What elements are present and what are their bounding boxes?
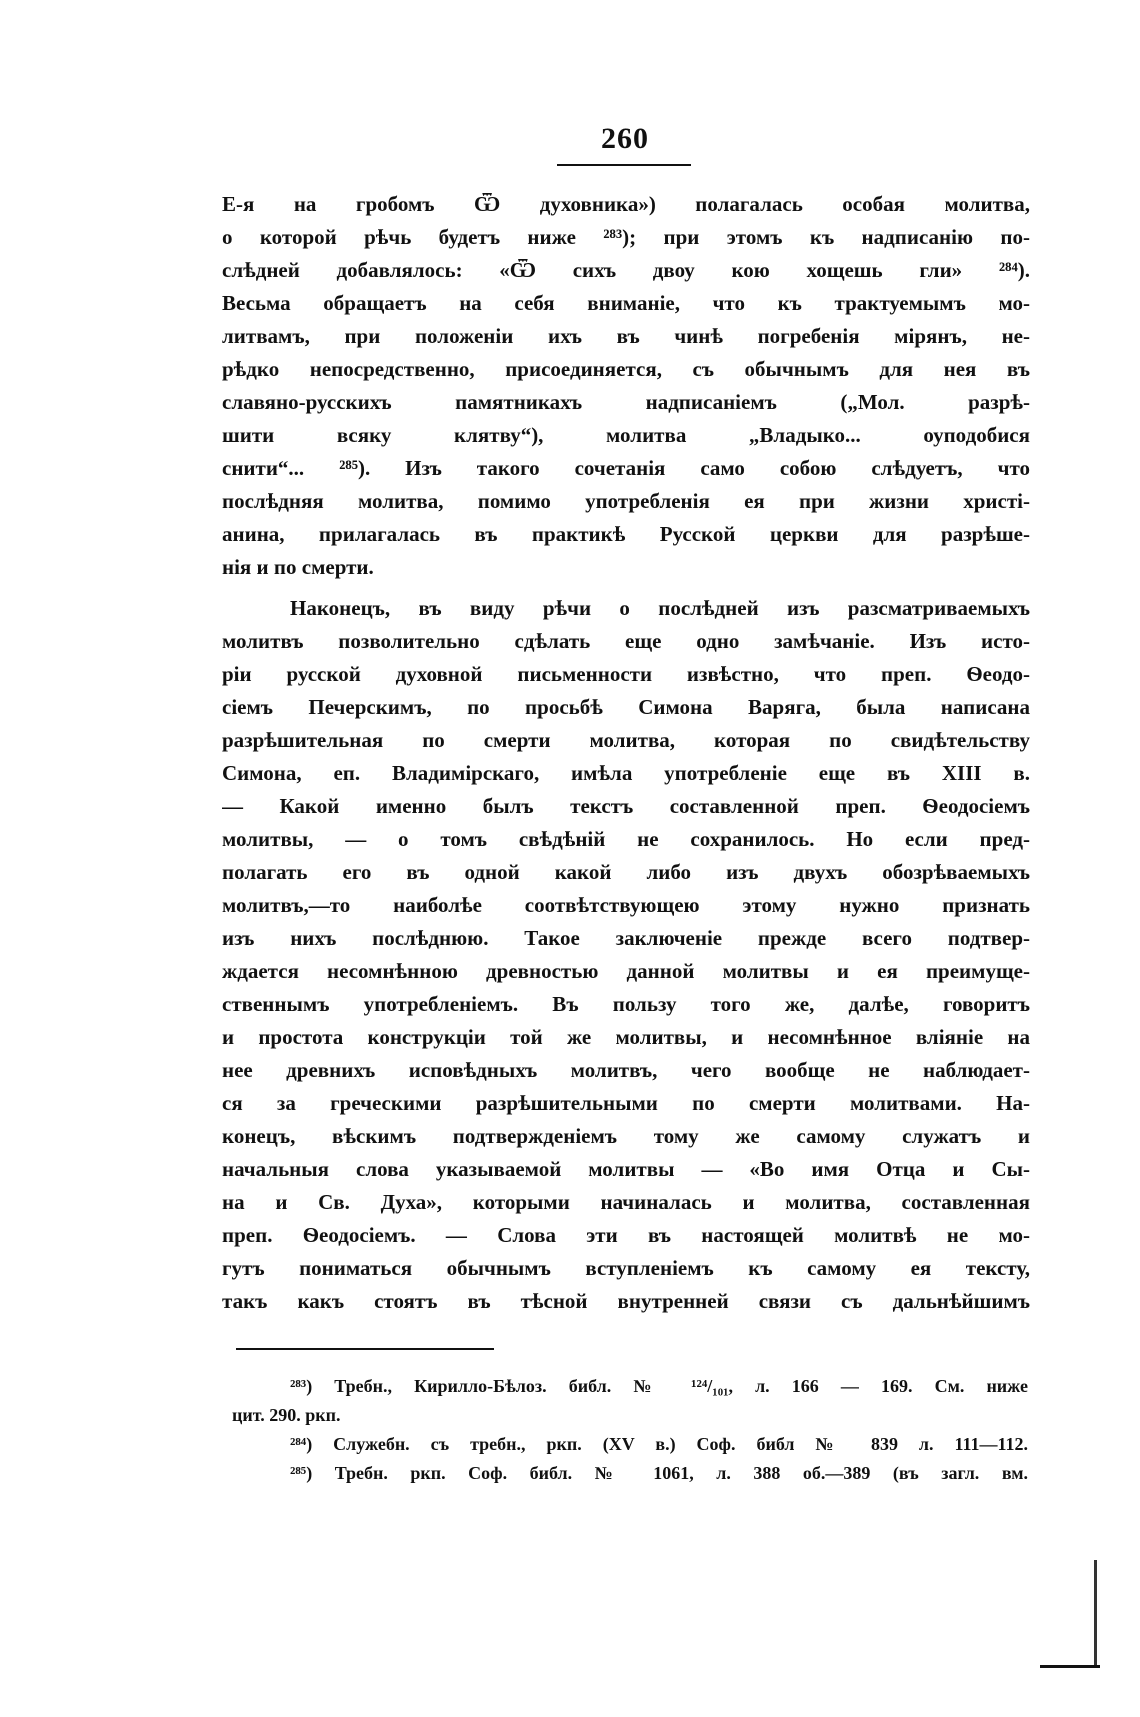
- text-line: молитвы, — о томъ свѣдѣній не сохранилось. Но если пред-: [222, 827, 1030, 851]
- text-line: ріи русской духовной письменности извѣстно, что преп. Ѳеодо-: [222, 662, 1030, 686]
- text-line: Симона, еп. Владимірскаго, имѣла употребленіе еще въ XIII в.: [222, 761, 1030, 785]
- text-line: — Какой именно былъ текстъ составленной преп. Ѳеодосіемъ: [222, 794, 1030, 818]
- footnotes: [232, 1372, 1028, 1488]
- text-line: гутъ пониматься обычнымъ вступленіемъ къ самому ея тексту,: [222, 1256, 1030, 1280]
- footnote-283-continued: цит. 290. ркп.: [232, 1405, 341, 1425]
- paragraph-2: [222, 592, 1030, 1318]
- text-line: о которой рѣчь будетъ ниже ²⁸³); при этомъ къ надписанію по-: [222, 225, 1030, 249]
- text-line: анина, прилагалась въ практикѣ Русской церкви для разрѣше-: [222, 522, 1030, 546]
- text-line: сіемъ Печерскимъ, по просьбѣ Симона Варяга, была написана: [222, 695, 1030, 719]
- scan-edge-mark: [1094, 1560, 1097, 1668]
- text-line: нее древнихъ исповѣдныхъ молитвъ, чего вообще не наблюдает-: [222, 1058, 1030, 1082]
- text-line: преп. Ѳеодосіемъ. — Слова эти въ настоящей молитвѣ не мо-: [222, 1223, 1030, 1247]
- paragraph-1: [222, 188, 1030, 584]
- text-line: и простота конструкціи той же молитвы, и несомнѣнное вліяніе на: [222, 1025, 1030, 1049]
- text-line: ственнымъ употребленіемъ. Въ пользу того же, далѣе, говоритъ: [222, 992, 1030, 1016]
- text-line: изъ нихъ послѣднюю. Такое заключеніе прежде всего подтвер-: [222, 926, 1030, 950]
- text-line: рѣдко непосредственно, присоединяется, съ обычнымъ для нея въ: [222, 357, 1030, 381]
- page-number-underline: [557, 164, 691, 166]
- text-line: такъ какъ стоятъ въ тѣсной внутренней связи съ дальнѣйшимъ: [222, 1289, 1030, 1313]
- text-line: конецъ, вѣскимъ подтвержденіемъ тому же самому служатъ и: [222, 1124, 1030, 1148]
- text-line: на и Св. Духа», которыми начиналась и молитва, составленная: [222, 1190, 1030, 1214]
- footnote-284: ²⁸⁴) Служебн. съ требн., ркп. (XV в.) Соф. библ № 839 л. 111—112.: [290, 1434, 1028, 1454]
- text-line: молитвъ позволительно сдѣлать еще одно замѣчаніе. Изъ исто-: [222, 629, 1030, 653]
- text-line: послѣдняя молитва, помимо употребленія ея при жизни христі-: [222, 489, 1030, 513]
- footnote-285: ²⁸⁵) Требн. ркп. Соф. библ. № 1061, л. 388 об.—389 (въ загл. вм.: [290, 1463, 1028, 1483]
- scan-corner-mark: [1040, 1665, 1100, 1668]
- footnote-283: ²⁸³) Требн., Кирилло-Бѣлоз. библ. № ¹²⁴/₁₀₁, л. 166 — 169. См. ниже: [290, 1376, 1028, 1396]
- footnote-separator: [236, 1348, 494, 1350]
- text-line: полагать его въ одной какой либо изъ двухъ обозрѣваемыхъ: [222, 860, 1030, 884]
- text-line: начальныя слова указываемой молитвы — «Во имя Отца и Сы-: [222, 1157, 1030, 1181]
- text-line: снити“... ²⁸⁵). Изъ такого сочетанія само собою слѣдуетъ, что: [222, 456, 1030, 480]
- text-line: славяно-русскихъ памятникахъ надписаніемъ („Мол. разрѣ-: [222, 390, 1030, 414]
- text-line: нія и по смерти.: [222, 555, 374, 579]
- text-line: молитвъ,—то наиболѣе соотвѣтствующею этому нужно признать: [222, 893, 1030, 917]
- text-line: Е-я на гробомъ Ѿ духовника») полагалась особая молитва,: [222, 192, 1030, 216]
- text-line: ся за греческими разрѣшительными по смерти молитвами. На-: [222, 1091, 1030, 1115]
- text-line: Наконецъ, въ виду рѣчи о послѣдней изъ разсматриваемыхъ: [290, 596, 1030, 620]
- text-line: слѣдней добавлялось: «Ѿ сихъ двоу кою хощешь гли» ²⁸⁴).: [222, 258, 1030, 282]
- text-line: ждается несомнѣнною древностью данной молитвы и ея преимуще-: [222, 959, 1030, 983]
- text-line: литвамъ, при положеніи ихъ въ чинѣ погребенія мірянъ, не-: [222, 324, 1030, 348]
- text-line: шити всяку клятву“), молитва „Владыко... оуподобися: [222, 423, 1030, 447]
- page-number: 260: [601, 122, 649, 155]
- text-line: разрѣшительная по смерти молитва, которая по свидѣтельству: [222, 728, 1030, 752]
- text-line: Весьма обращаетъ на себя вниманіе, что къ трактуемымъ мо-: [222, 291, 1030, 315]
